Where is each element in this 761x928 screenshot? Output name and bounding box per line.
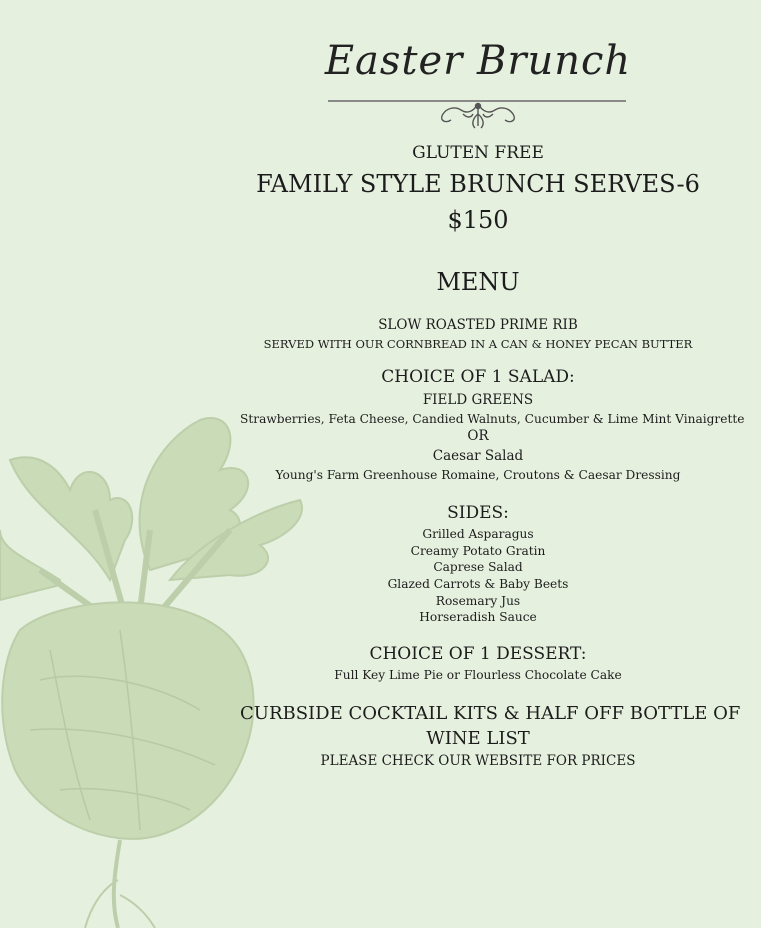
page-title: Easter Brunch [324, 38, 632, 84]
side-item: Creamy Potato Gratin [410, 544, 546, 558]
offer-headline: FAMILY STYLE BRUNCH SERVES-6 [256, 170, 700, 198]
dessert-heading: CHOICE OF 1 DESSERT: [369, 644, 587, 664]
salad-heading: CHOICE OF 1 SALAD: [381, 367, 575, 387]
side-item: Rosemary Jus [435, 594, 521, 608]
flourish-ornament [433, 100, 523, 130]
salad-or-label: OR [467, 428, 489, 444]
cocktail-line-2: WINE LIST [426, 728, 530, 749]
main-dish-description: SERVED WITH OUR CORNBREAD IN A CAN & HONEY PECAN BUTTER [263, 337, 693, 351]
side-item: Grilled Asparagus [422, 527, 534, 541]
pricing-note: PLEASE CHECK OUR WEBSITE FOR PRICES [320, 753, 636, 769]
offer-price: $150 [447, 206, 509, 234]
salad-option-2-description: Young's Farm Greenhouse Romaine, Croutons & Caesar Dressing [275, 468, 681, 482]
salad-option-2-name: Caesar Salad [432, 448, 524, 464]
sides-heading: SIDES: [447, 503, 509, 523]
side-item: Glazed Carrots & Baby Beets [387, 577, 569, 591]
dessert-options: Full Key Lime Pie or Flourless Chocolate Cake [334, 668, 622, 682]
side-item: Horseradish Sauce [419, 610, 537, 624]
main-dish-name: SLOW ROASTED PRIME RIB [378, 317, 578, 333]
side-item: Caprese Salad [433, 560, 523, 574]
menu-heading: MENU [436, 268, 520, 296]
diet-label: GLUTEN FREE [412, 143, 544, 163]
salad-option-1-name: FIELD GREENS [422, 392, 534, 408]
salad-option-1-description: Strawberries, Feta Cheese, Candied Walnuts, Cucumber & Lime Mint Vinaigrette [240, 412, 745, 426]
cocktail-line-1: CURBSIDE COCKTAIL KITS & HALF OFF BOTTLE OF [240, 703, 741, 724]
